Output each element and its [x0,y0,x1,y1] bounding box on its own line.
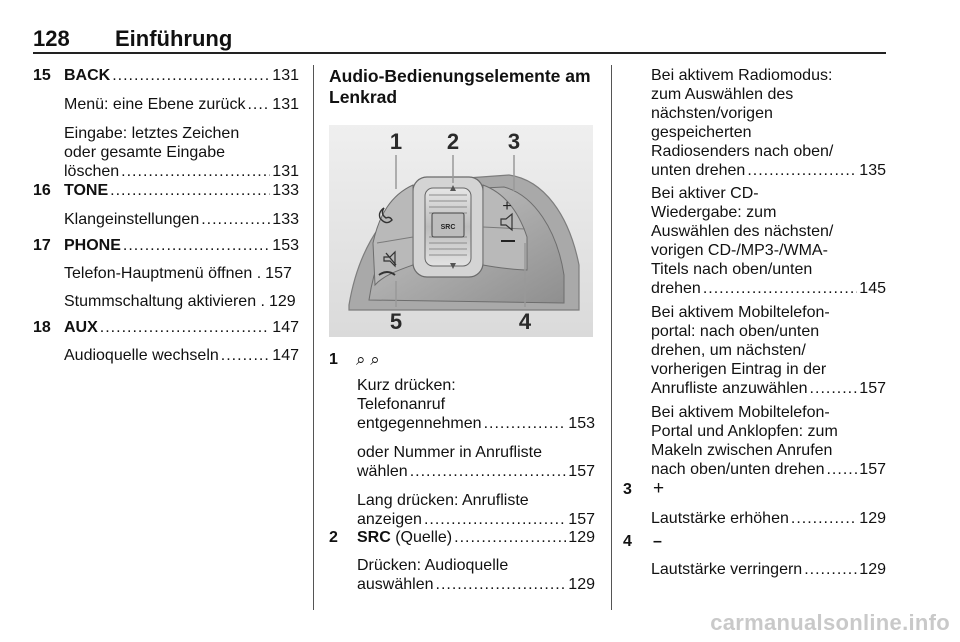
text-line: Makeln zwischen Anrufen [651,442,833,459]
callout-1: 1 [389,129,403,154]
index-subentry [64,346,299,365]
text-line: Bei aktivem Radiomodus: [651,67,833,84]
entry-number: 17 [33,237,51,254]
index-subentry [64,264,299,283]
entry-text-line: oder gesamte Eingabe [64,144,225,161]
leader-dots [804,560,857,579]
text-line: nach oben/unten drehen [651,461,825,478]
page-ref[interactable]: 157 [568,463,595,480]
index-subentry [64,210,299,229]
item-4-description [651,560,886,579]
entry-number: 16 [33,182,51,199]
item-3 [623,480,886,499]
text-line: Kurz drücken: [357,377,456,394]
text-line: oder Nummer in Anrufliste [357,444,542,461]
page-ref[interactable]: 131 [272,96,299,113]
item-number: 2 [329,529,338,546]
entry-label: Menü: eine Ebene zurück [64,96,246,113]
text-line: entgegennehmen [357,415,482,432]
entry-text-line: Eingabe: letztes Zeichen [64,125,240,142]
text-line: wählen [357,463,408,480]
leader-dots [703,279,857,298]
entry-label: löschen [64,163,120,180]
item-number: 3 [623,481,632,498]
section-title: Audio-Bedienungselemente am Lenkrad [329,66,591,107]
page-ref[interactable]: 129 [859,561,886,578]
steering-wheel-controls-figure [329,125,593,337]
header-rule [33,52,886,54]
callout-3: 3 [507,129,521,154]
page-ref[interactable]: 157 [859,380,886,397]
text-line: Lang drücken: Anrufliste [357,492,529,509]
leader-dots [484,414,567,433]
phone-icons: ⌕ ⌕ [356,350,380,369]
text-line: Drücken: Audioquelle [357,557,509,574]
leader-dots [424,510,566,529]
page-ref[interactable]: 133 [272,211,299,228]
plus-icon: + [653,478,665,499]
page-ref[interactable]: 145 [859,280,886,297]
page-ref[interactable]: 129 [568,576,595,593]
src-button-label: SRC [440,224,456,231]
leader-dots [121,162,270,181]
leader-dots [826,460,857,479]
steering-wheel-illustration [329,125,593,337]
leader-dots [810,379,858,398]
callout-2: 2 [446,129,460,154]
page-ref[interactable]: 131 [272,67,299,84]
leader-dots [247,95,270,114]
item-2-description [357,556,595,594]
text-line: drehen [651,280,701,297]
watermark: carmanualsonline.info [710,610,950,635]
text-line: anzeigen [357,511,422,528]
text-line: (Quelle) [390,529,453,546]
page-number: 128 [33,26,70,51]
page-ref[interactable]: 147 [272,347,299,364]
page-ref[interactable]: 153 [272,237,299,254]
page-ref[interactable]: 157 [859,461,886,478]
callout-5: 5 [389,309,403,334]
leader-dots [436,575,567,594]
chapter-title: Einführung [115,26,233,51]
leader-dots [201,210,270,229]
index-subentry [64,292,299,311]
entry-label: BACK [64,67,111,84]
callout-4: 4 [518,309,532,334]
entry-label: Stummschaltung aktivieren . [64,293,265,310]
text-line: Auswählen des nächsten/ [651,223,834,240]
page-ref[interactable]: 131 [272,163,299,180]
leader-dots [112,66,270,85]
text-line: drehen, um nächsten/ [651,342,806,359]
item-2 [329,528,595,547]
entry-label: Telefon-Hauptmenü öffnen . [64,265,262,282]
entry-label: Klangeinstellungen [64,211,200,228]
phone-portal-text [651,303,886,398]
text-line: Anrufliste anzuwählen [651,380,808,397]
page-ref[interactable]: 157 [265,265,292,282]
page-ref[interactable]: 135 [859,162,886,179]
text-line: Radiosenders nach oben/ [651,143,834,160]
column-divider-1 [313,65,314,610]
item-1 [329,350,595,369]
leader-dots [410,462,567,481]
text-line: vorigen CD-/MP3-/WMA- [651,242,828,259]
text-line: Bei aktivem Mobiltelefon- [651,304,830,321]
text-line: Telefonanruf [357,396,446,413]
item-4 [623,532,886,551]
leader-dots [100,318,271,337]
text-line: Bei aktiver CD- [651,185,759,202]
index-entry-15 [33,66,299,85]
text-line: unten drehen [651,162,746,179]
text-line: Lautstärke erhöhen [651,510,789,527]
item-3-description [651,509,886,528]
entry-number: 18 [33,319,51,336]
text-line: Lautstärke verringern [651,561,803,578]
leader-dots [123,236,270,255]
page-ref[interactable]: 129 [568,529,595,546]
radio-mode-text [651,66,886,180]
text-line: Bei aktivem Mobiltelefon- [651,404,830,421]
page-ref[interactable]: 133 [272,182,299,199]
leader-dots [221,346,271,365]
item-number: 4 [623,533,632,550]
index-entry-18 [33,318,299,337]
entry-number: 15 [33,67,51,84]
text-line: portal: nach oben/unten [651,323,820,340]
item-number: 1 [329,351,338,368]
leader-dots [791,509,857,528]
page-header [33,26,886,52]
volume-up-icon: + [502,198,512,215]
entry-label: PHONE [64,237,121,254]
text-line: Titels nach oben/unten [651,261,813,278]
text-line: nächsten/vorigen [651,105,773,122]
index-subentry [64,124,299,181]
entry-label: Audioquelle wechseln [64,347,219,364]
page-ref[interactable]: 129 [268,293,296,310]
cd-mode-text [651,184,886,298]
src-label: SRC [357,529,391,546]
leader-dots [454,528,566,547]
minus-icon: – [653,533,662,550]
text-line: gespeicherten [651,124,752,141]
item-1-description [357,376,595,529]
leader-dots [747,161,857,180]
entry-label: AUX [64,319,98,336]
leader-dots [110,181,270,200]
index-entry-16 [33,181,299,200]
page-ref[interactable]: 147 [272,319,299,336]
page-ref[interactable]: 153 [568,415,595,432]
entry-label: TONE [64,182,109,199]
call-waiting-text [651,403,886,479]
text-line: vorherigen Eintrag in der [651,361,827,378]
page-ref[interactable]: 157 [568,511,595,528]
page-ref[interactable]: 129 [859,510,886,527]
text-line: Portal und Anklopfen: zum [651,423,838,440]
text-line: auswählen [357,576,434,593]
index-entry-17 [33,236,299,255]
text-line: Wiedergabe: zum [651,204,777,221]
text-line: zum Auswählen des [651,86,794,103]
index-subentry [64,95,299,114]
column-divider-2 [611,65,612,610]
